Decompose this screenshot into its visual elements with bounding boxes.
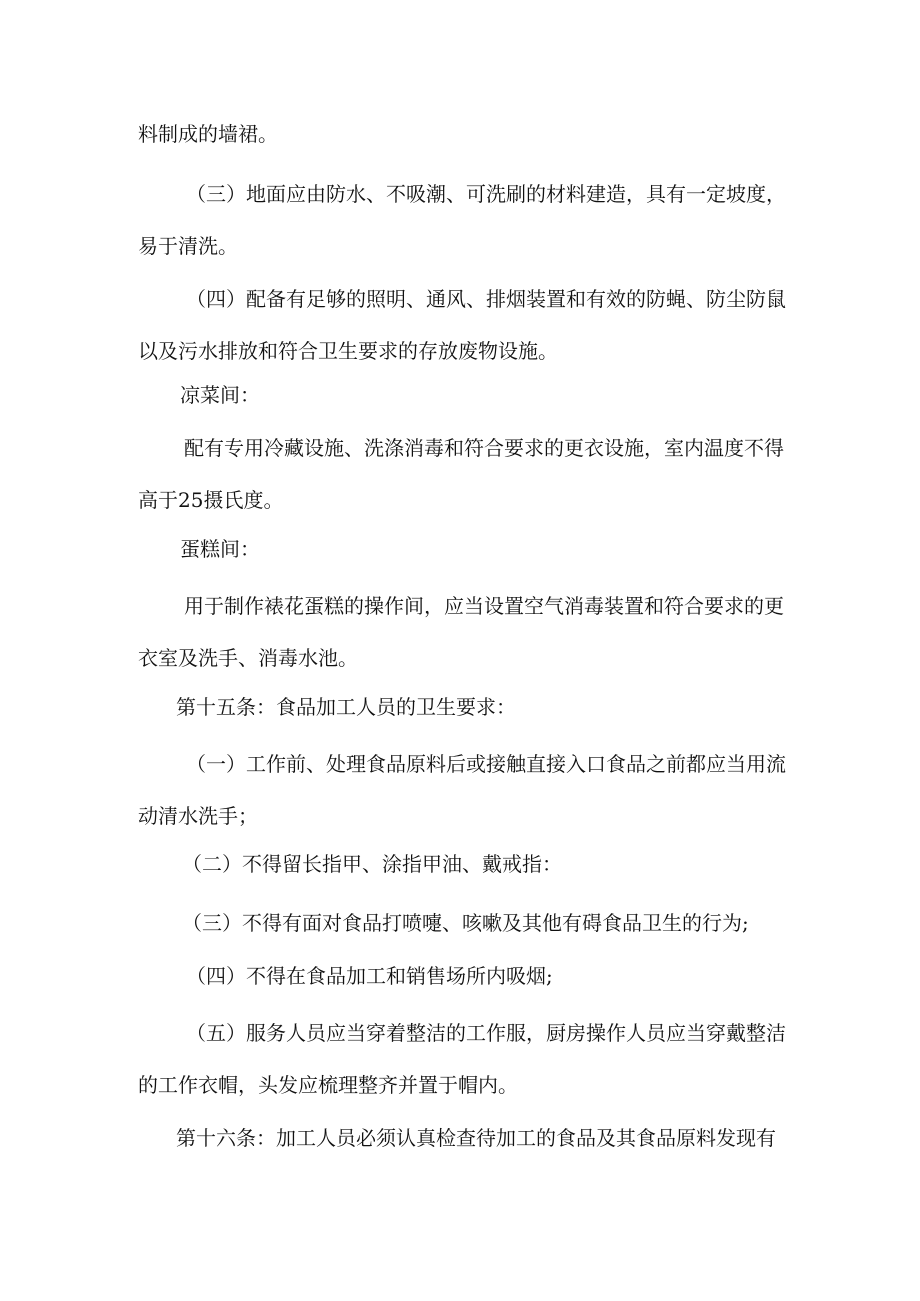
paragraph-item-4-equipment [138,273,788,377]
paragraph-line: （二）不得留长指甲、涂指甲油、戴戒指： [182,852,562,876]
paragraph-line: 第十五条：食品加工人员的卫生要求： [176,695,516,719]
article-15-heading [138,681,788,733]
paragraph-line: 第十六条：加工人员必须认真检查待加工的食品及其食品原料发现有 [176,1126,776,1150]
paragraph-line: （三）地面应由防水、不吸潮、可洗刷的材料建造，具有一定坡度， [186,182,786,206]
paragraph-line: 用于制作裱花蛋糕的操作间，应当设置空气消毒装置和符合要求的更 [184,594,784,618]
paragraph-line: 以及污水排放和符合卫生要求的存放废物设施。 [138,339,558,363]
heading-cake-room [138,523,788,575]
paragraph-line: 衣室及洗手、消毒水池。 [138,646,358,670]
paragraph-15-item-5 [138,1007,788,1111]
paragraph-line: 料制成的墙裙。 [138,122,278,146]
paragraph-item-3-floor [138,168,788,272]
paragraph-line: （一）工作前、处理食品原料后或接触直接入口食品之前都应当用流 [186,752,786,776]
article-16-heading [138,1112,788,1164]
paragraph-line: （三）不得有面对食品打喷嚏、咳嗽及其他有碍食品卫生的行为; [182,911,749,935]
paragraph-line: 易于清洗。 [138,234,238,258]
paragraph-line: 的工作衣帽，头发应梳理整齐并置于帽内。 [138,1073,518,1097]
paragraph-line: 蛋糕间： [180,537,260,561]
paragraph-line: 凉菜间： [180,383,260,407]
paragraph-line: （五）服务人员应当穿着整洁的工作服，厨房操作人员应当穿戴整洁 [186,1021,786,1045]
paragraph-line: 动清水洗手； [138,804,258,828]
heading-cold-dish-room [138,369,788,421]
paragraph-line: 配有专用冷藏设施、洗涤消毒和符合要求的更衣设施，室内温度不得 [184,436,784,460]
paragraph-cold-dish-room [138,422,788,526]
paragraph-cake-room [138,580,788,684]
paragraph-15-item-2 [138,838,788,890]
paragraph-line: （四）配备有足够的照明、通风、排烟装置和有效的防蝇、防尘防鼠 [186,287,786,311]
paragraph-15-item-1 [138,738,788,842]
paragraph-line: 高于25摄氏度。 [138,488,284,512]
paragraph-15-item-3 [138,897,788,949]
paragraph-15-item-4 [138,950,788,1002]
paragraph-line: （四）不得在食品加工和销售场所内吸烟; [186,964,553,988]
paragraph-continuation [138,108,788,160]
